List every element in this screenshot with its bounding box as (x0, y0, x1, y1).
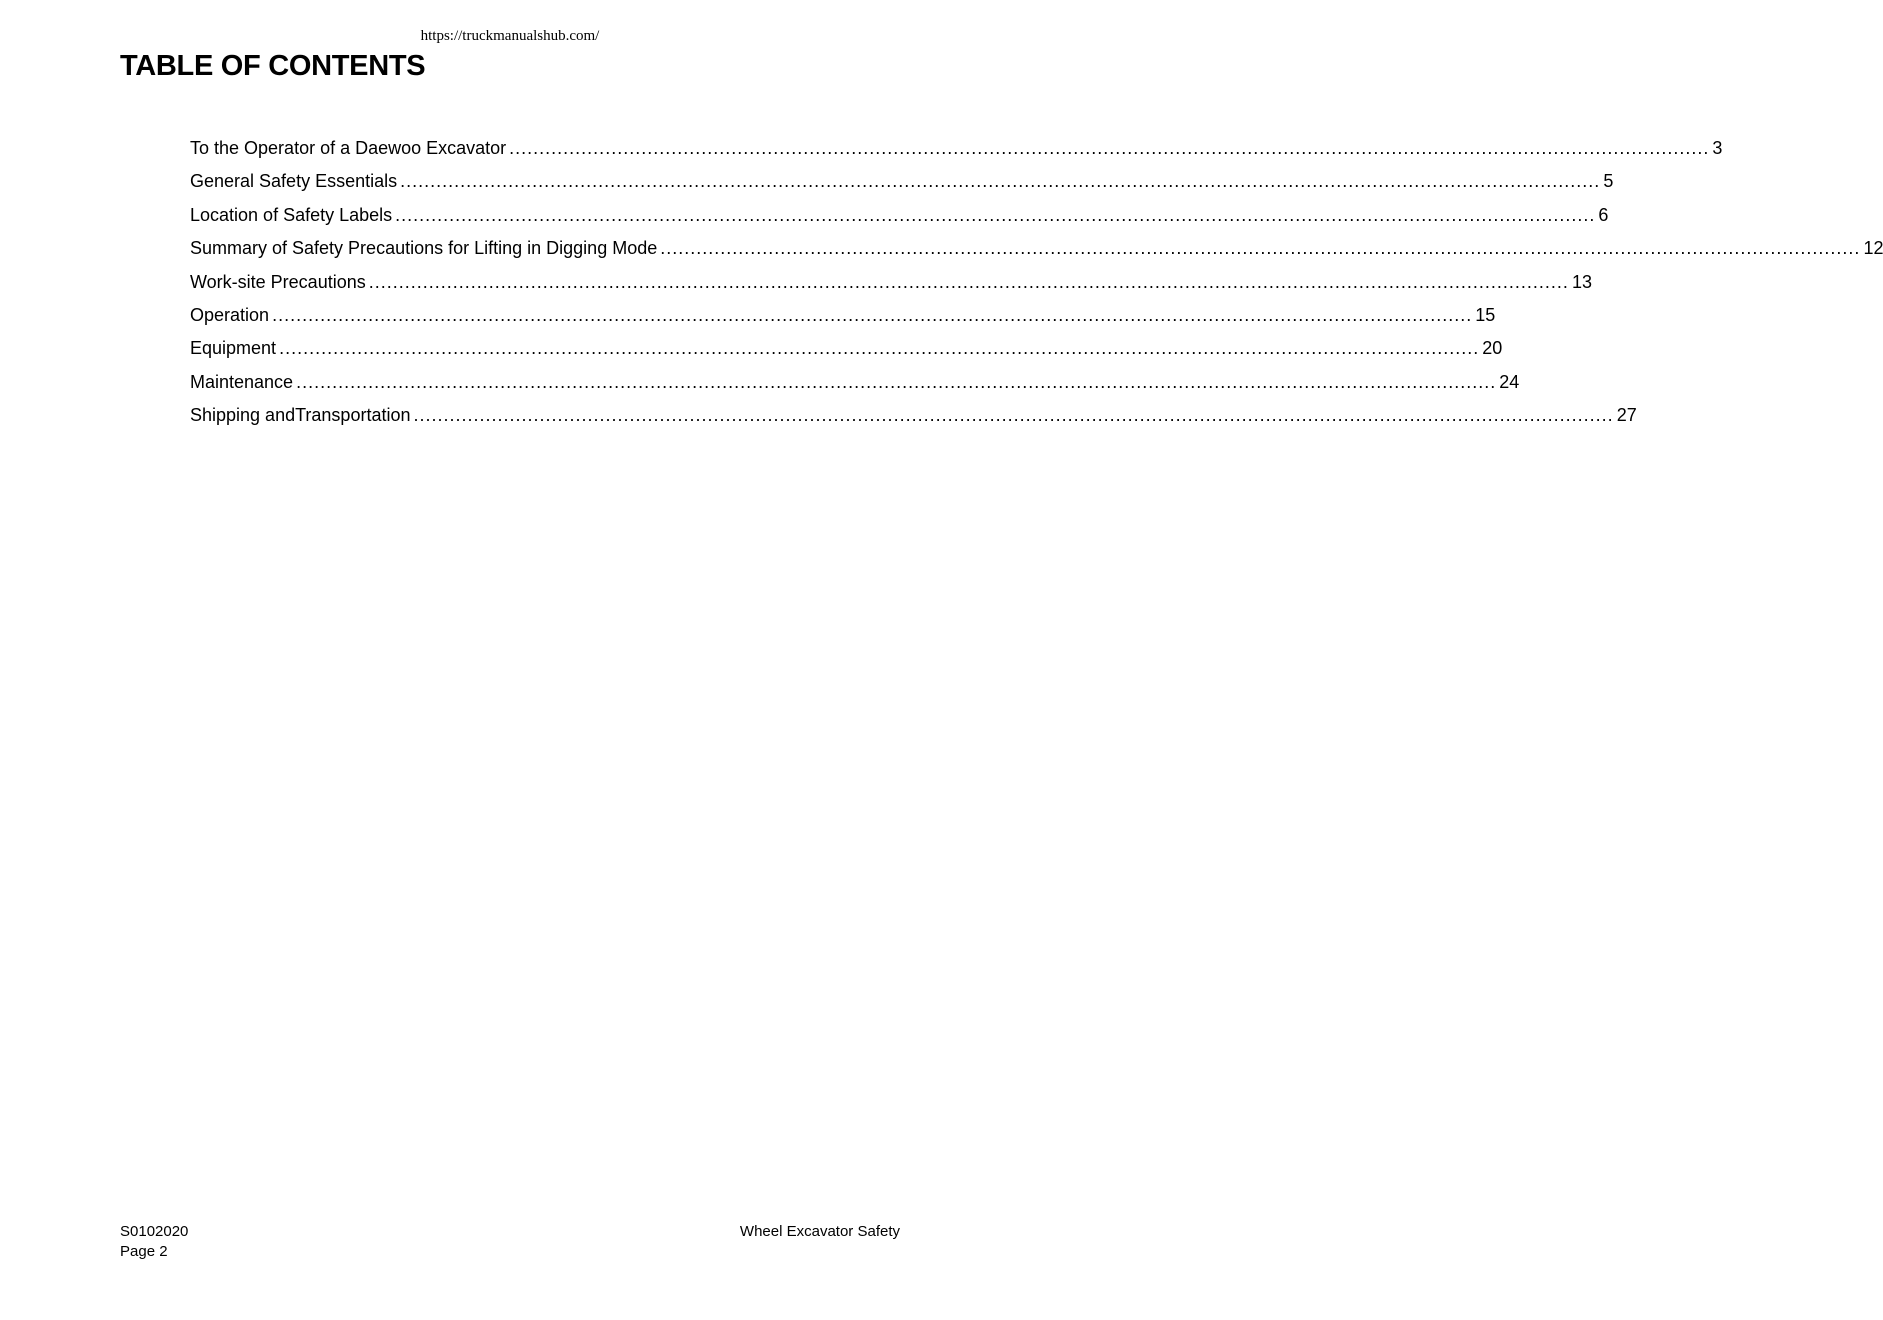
toc-entry[interactable] (190, 235, 1883, 268)
toc-entry[interactable] (190, 335, 1503, 368)
toc-entry[interactable] (190, 202, 1609, 235)
toc-entry-title: Work-site Precautions (190, 271, 366, 292)
toc-entry[interactable] (190, 402, 1637, 435)
dot-leader: ........................................................................................................................................................................................................ (279, 338, 1480, 359)
table-of-contents (190, 135, 1883, 436)
dot-leader: ........................................................................................................................................................................................................ (395, 204, 1596, 225)
toc-entry-title: Equipment (190, 338, 277, 359)
footer-left (120, 1222, 188, 1262)
toc-entry-title: Location of Safety Labels (190, 204, 393, 225)
toc-entry-page: 13 (1571, 271, 1592, 292)
header-url[interactable]: https://truckmanualshub.com/ (420, 28, 600, 44)
dot-leader: ........................................................................................................................................................................................................ (368, 271, 1569, 292)
toc-entry[interactable] (190, 269, 1592, 302)
toc-entry-page: 15 (1475, 304, 1496, 325)
document-code: S0102020 (120, 1223, 189, 1240)
toc-entry-page: 6 (1598, 204, 1609, 225)
toc-entry-title: To the Operator of a Daewoo Excavator (190, 138, 507, 158)
dot-leader: ........................................................................................................................................................................................................ (660, 238, 1861, 259)
toc-entry-page: 24 (1499, 371, 1520, 392)
toc-entry-title: Operation (190, 304, 270, 325)
dot-leader: ........................................................................................................................................................................................................ (272, 304, 1473, 325)
manual-title: Wheel Excavator Safety (739, 1223, 900, 1240)
toc-entry-title: Shipping andTransportation (190, 405, 411, 426)
page-number: Page 2 (120, 1243, 168, 1260)
toc-entry[interactable] (190, 369, 1520, 402)
toc-entry-page: 12 (1863, 238, 1883, 259)
toc-entry-page: 5 (1603, 171, 1614, 192)
dot-leader: ........................................................................................................................................................................................................ (413, 405, 1614, 426)
toc-entry[interactable] (190, 302, 1496, 335)
dot-leader: ........................................................................................................................................................................................................ (400, 171, 1601, 192)
toc-entry[interactable] (190, 135, 1723, 168)
toc-entry-title: General Safety Essentials (190, 171, 398, 192)
toc-entry-title: Maintenance (190, 371, 294, 392)
footer-right (740, 1222, 900, 1242)
dot-leader: ........................................................................................................................................................................................................ (509, 138, 1710, 158)
toc-entry-page: 27 (1616, 405, 1637, 426)
page-title: TABLE OF CONTENTS (120, 50, 426, 82)
toc-entry-page: 3 (1712, 138, 1723, 158)
dot-leader: ........................................................................................................................................................................................................ (296, 371, 1497, 392)
toc-entry-page: 20 (1482, 338, 1503, 359)
toc-entry-title: Summary of Safety Precautions for Lifting in Digging Mode (190, 238, 658, 259)
toc-entry[interactable] (190, 168, 1614, 201)
